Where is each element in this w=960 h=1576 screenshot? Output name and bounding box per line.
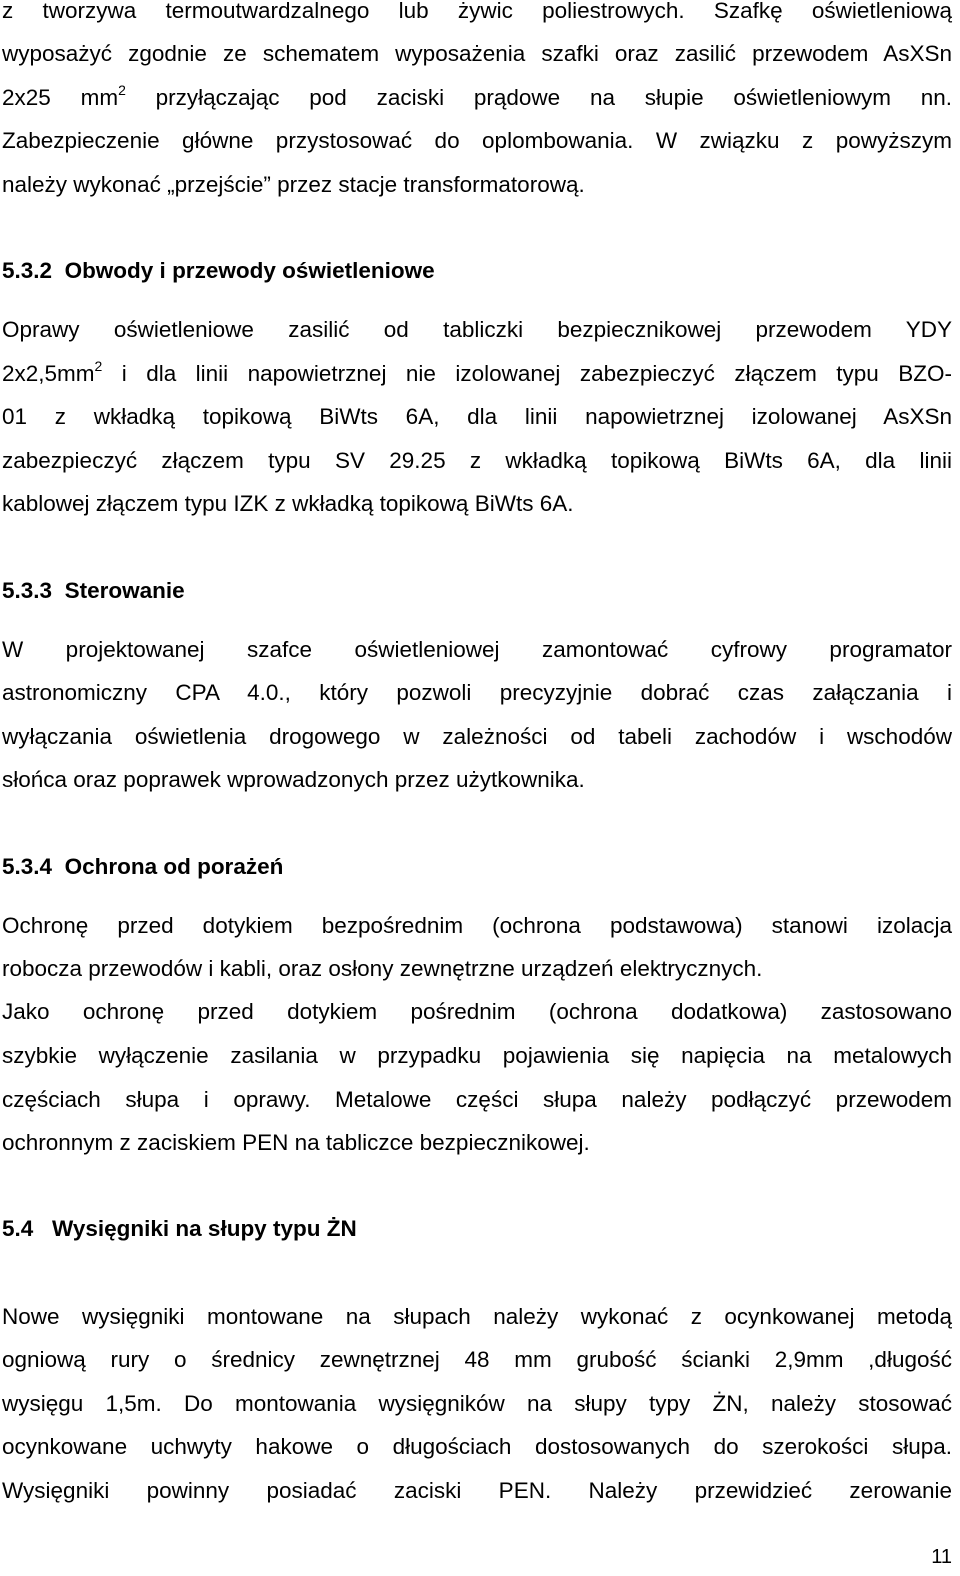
intro-line-5: należy wykonać „przejście” przez stacje transformatorową.: [2, 172, 585, 197]
s533-line-4: słońca oraz poprawek wprowadzonych przez użytkownika.: [2, 767, 585, 792]
intro-line-1: z tworzywa termoutwardzalnego lub żywic poliestrowych. Szafkę oświetleniową: [2, 0, 952, 23]
s534-line-4: szybkie wyłączenie zasilania w przypadku pojawienia się napięcia na metalowych: [2, 1043, 952, 1068]
section-heading-533: [2, 577, 952, 605]
s54-line-4: ocynkowane uchwyty hakowe o długościach dostosowanych do szerokości słupa.: [2, 1434, 952, 1459]
s534-line-5: częściach słupa i oprawy. Metalowe części słupa należy podłączyć przewodem: [2, 1087, 952, 1112]
s532-line-3: 01 z wkładką topikową BiWts 6A, dla linii napowietrznej izolowanej AsXSn: [2, 404, 952, 429]
section-number: 5.3.2: [2, 258, 53, 283]
s54-line-3: wysięgu 1,5m. Do montowania wysięgników na słupy typy ŻN, należy stosować: [2, 1391, 952, 1416]
s532-line-5: kablowej złączem typu IZK z wkładką topikową BiWts 6A.: [2, 491, 574, 516]
s532-line-1: Oprawy oświetleniowe zasilić od tabliczki bezpiecznikowej przewodem YDY: [2, 317, 952, 342]
section-number: 5.3.3: [2, 578, 53, 603]
s54-line-2: ogniową rury o średnicy zewnętrznej 48 mm grubość ścianki 2,9mm ,długość: [2, 1347, 952, 1372]
section-title: Wysięgniki na słupy typu ŻN: [52, 1216, 357, 1241]
intro-line-3: [2, 84, 952, 112]
s532-line-2: [2, 360, 952, 388]
section-heading-534: [2, 853, 952, 881]
superscript: 2: [94, 358, 103, 374]
superscript: 2: [118, 82, 126, 98]
s534-line-2: robocza przewodów i kabli, oraz osłony zewnętrzne urządzeń elektrycznych.: [2, 956, 763, 981]
intro-line-2: wyposażyć zgodnie ze schematem wyposażenia szafki oraz zasilić przewodem AsXSn: [2, 41, 952, 66]
s54-line-1: Nowe wysięgniki montowane na słupach należy wykonać z ocynkowanej metodą: [2, 1304, 952, 1329]
s533-line-3: wyłączania oświetlenia drogowego w zależności od tabeli zachodów i wschodów: [2, 724, 952, 749]
section-number: 5.3.4: [2, 854, 53, 879]
section-heading-532: [2, 257, 952, 285]
s532-line-2-end: i dla linii napowietrznej nie izolowanej zabezpieczyć złączem typu BZO-: [102, 361, 952, 386]
section-title: Sterowanie: [64, 578, 185, 603]
s534-line-1: Ochronę przed dotykiem bezpośrednim (ochrona podstawowa) stanowi izolacja: [2, 913, 952, 938]
s54-line-5: Wysięgniki powinny posiadać zaciski PEN. Należy przewidzieć zerowanie: [2, 1478, 952, 1503]
section-title: Obwody i przewody oświetleniowe: [64, 258, 435, 283]
intro-line-3-end: przyłączając pod zaciski prądowe na słupie oświetleniowym nn.: [125, 85, 953, 110]
s534-line-3: Jako ochronę przed dotykiem pośrednim (ochrona dodatkowa) zastosowano: [2, 999, 952, 1024]
intro-line-4: Zabezpieczenie główne przystosować do oplombowania. W związku z powyższym: [2, 128, 952, 153]
s533-line-1: W projektowanej szafce oświetleniowej zamontować cyfrowy programator: [2, 637, 952, 662]
s534-line-6: ochronnym z zaciskiem PEN na tabliczce bezpiecznikowej.: [2, 1130, 590, 1155]
s532-line-4: zabezpieczyć złączem typu SV 29.25 z wkładką topikową BiWts 6A, dla linii: [2, 448, 952, 473]
section-number: 5.4: [2, 1216, 34, 1241]
page-number: 11: [931, 1546, 952, 1568]
s532-line-2-start: 2x2,5mm: [2, 361, 95, 386]
intro-line-3-start: 2x25 mm: [2, 85, 119, 110]
section-heading-54: [2, 1215, 952, 1243]
s533-line-2: astronomiczny CPA 4.0., który pozwoli precyzyjnie dobrać czas załączania i: [2, 680, 952, 705]
section-title: Ochrona od porażeń: [64, 854, 284, 879]
